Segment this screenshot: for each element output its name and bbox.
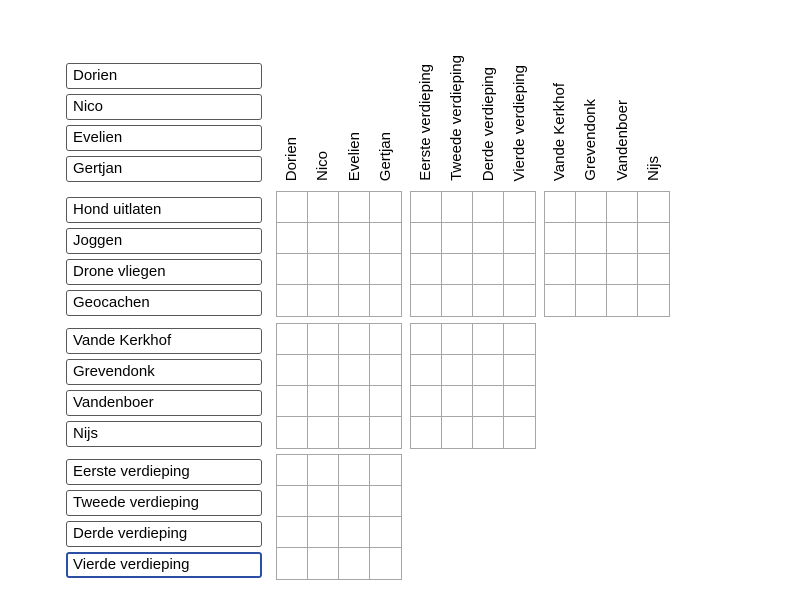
grid-band-floors <box>276 454 402 580</box>
grid-cell[interactable] <box>504 355 535 386</box>
grid-cell[interactable] <box>473 324 504 355</box>
grid-cell[interactable] <box>370 285 401 316</box>
grid-cell[interactable] <box>339 417 370 448</box>
grid-cell[interactable] <box>370 455 401 486</box>
label-box-gertjan[interactable]: Gertjan <box>66 156 262 182</box>
grid-cell[interactable] <box>545 285 576 316</box>
grid-cell[interactable] <box>576 223 607 254</box>
grid-cell[interactable] <box>504 417 535 448</box>
grid-cell[interactable] <box>411 417 442 448</box>
grid-cell[interactable] <box>638 254 669 285</box>
grid-cell[interactable] <box>607 223 638 254</box>
grid-cell[interactable] <box>473 285 504 316</box>
grid-cell[interactable] <box>339 517 370 548</box>
grid-cell[interactable] <box>545 254 576 285</box>
grid-cell[interactable] <box>277 517 308 548</box>
grid-cell[interactable] <box>545 192 576 223</box>
grid-cell[interactable] <box>308 386 339 417</box>
grid-cell[interactable] <box>504 192 535 223</box>
grid-cell[interactable] <box>277 285 308 316</box>
grid-cell[interactable] <box>411 285 442 316</box>
grid-band-surnames <box>276 323 536 449</box>
grid-block-surnames-floors <box>410 323 536 449</box>
grid-cell[interactable] <box>504 254 535 285</box>
grid-cell[interactable] <box>277 324 308 355</box>
row-label-group-names <box>66 63 262 182</box>
grid-cell[interactable] <box>308 517 339 548</box>
col-header-grevendonk: Grevendonk <box>582 99 600 181</box>
grid-cell[interactable] <box>277 223 308 254</box>
grid-cell[interactable] <box>370 517 401 548</box>
grid-cell[interactable] <box>277 455 308 486</box>
label-box-derde-verdieping[interactable]: Derde verdieping <box>66 521 262 547</box>
label-box-joggen[interactable]: Joggen <box>66 228 262 254</box>
grid-cell[interactable] <box>576 192 607 223</box>
grid-block-activities-floors <box>410 191 536 317</box>
label-box-dorien[interactable]: Dorien <box>66 63 262 89</box>
grid-cell[interactable] <box>442 192 473 223</box>
grid-cell[interactable] <box>277 486 308 517</box>
grid-cell[interactable] <box>473 223 504 254</box>
grid-cell[interactable] <box>370 254 401 285</box>
grid-cell[interactable] <box>411 192 442 223</box>
grid-cell[interactable] <box>442 417 473 448</box>
col-header-nijs: Nijs <box>645 156 663 181</box>
grid-cell[interactable] <box>411 223 442 254</box>
grid-cell[interactable] <box>370 548 401 579</box>
grid-cell[interactable] <box>308 455 339 486</box>
grid-cell[interactable] <box>277 548 308 579</box>
label-box-drone-vliegen[interactable]: Drone vliegen <box>66 259 262 285</box>
label-box-vandenboer[interactable]: Vandenboer <box>66 390 262 416</box>
grid-cell[interactable] <box>339 324 370 355</box>
grid-cell[interactable] <box>308 355 339 386</box>
grid-cell[interactable] <box>607 192 638 223</box>
grid-cell[interactable] <box>277 254 308 285</box>
label-box-evelien[interactable]: Evelien <box>66 125 262 151</box>
grid-cell[interactable] <box>442 223 473 254</box>
grid-cell[interactable] <box>339 192 370 223</box>
grid-cell[interactable] <box>411 386 442 417</box>
label-box-vierde-verdieping-focused[interactable]: Vierde verdieping <box>66 552 262 578</box>
grid-cell[interactable] <box>638 223 669 254</box>
grid-cell[interactable] <box>370 324 401 355</box>
grid-cell[interactable] <box>308 192 339 223</box>
grid-cell[interactable] <box>442 386 473 417</box>
row-label-group-activities <box>66 197 262 316</box>
grid-cell[interactable] <box>370 417 401 448</box>
grid-cell[interactable] <box>339 355 370 386</box>
grid-cell[interactable] <box>473 386 504 417</box>
col-header-vande-kerkhof: Vande Kerkhof <box>550 82 568 181</box>
grid-cell[interactable] <box>473 417 504 448</box>
col-header-dorien: Dorien <box>282 136 300 181</box>
grid-cell[interactable] <box>504 386 535 417</box>
grid-cell[interactable] <box>504 285 535 316</box>
col-header-vierde-verdieping: Vierde verdieping <box>511 64 529 181</box>
grid-cell[interactable] <box>473 192 504 223</box>
label-box-vande-kerkhof[interactable]: Vande Kerkhof <box>66 328 262 354</box>
col-header-evelien: Evelien <box>345 131 363 181</box>
grid-cell[interactable] <box>473 254 504 285</box>
grid-cell[interactable] <box>442 254 473 285</box>
column-header-group-surnames <box>544 0 670 181</box>
grid-cell[interactable] <box>277 355 308 386</box>
row-label-group-floors <box>66 459 262 578</box>
grid-cell[interactable] <box>339 386 370 417</box>
grid-cell[interactable] <box>442 285 473 316</box>
grid-cell[interactable] <box>277 192 308 223</box>
row-label-group-surnames <box>66 328 262 447</box>
grid-cell[interactable] <box>370 355 401 386</box>
grid-cell[interactable] <box>308 486 339 517</box>
grid-cell[interactable] <box>308 285 339 316</box>
label-box-nico[interactable]: Nico <box>66 94 262 120</box>
grid-band-activities <box>276 191 670 317</box>
grid-cell[interactable] <box>339 223 370 254</box>
column-header-group-floors <box>410 0 536 181</box>
grid-cell[interactable] <box>339 455 370 486</box>
grid-cell[interactable] <box>370 386 401 417</box>
label-box-grevendonk[interactable]: Grevendonk <box>66 359 262 385</box>
grid-cell[interactable] <box>339 285 370 316</box>
grid-cell[interactable] <box>308 254 339 285</box>
grid-cell[interactable] <box>370 486 401 517</box>
grid-cell[interactable] <box>504 223 535 254</box>
grid-cell[interactable] <box>308 324 339 355</box>
grid-cell[interactable] <box>638 192 669 223</box>
grid-cell[interactable] <box>576 254 607 285</box>
grid-cell[interactable] <box>442 355 473 386</box>
col-header-derde-verdieping: Derde verdieping <box>479 66 497 181</box>
col-header-vandenboer: Vandenboer <box>613 100 631 181</box>
grid-cell[interactable] <box>473 355 504 386</box>
grid-cell[interactable] <box>545 223 576 254</box>
col-header-tweede-verdieping: Tweede verdieping <box>448 55 466 181</box>
grid-block-surnames-names <box>276 323 402 449</box>
col-header-nico: Nico <box>314 150 332 181</box>
label-box-nijs[interactable]: Nijs <box>66 421 262 447</box>
col-header-gertjan: Gertjan <box>377 131 395 181</box>
grid-block-floors-names <box>276 454 402 580</box>
grid-cell[interactable] <box>442 324 473 355</box>
grid-cell[interactable] <box>339 548 370 579</box>
grid-cell[interactable] <box>638 285 669 316</box>
column-header-group-names <box>276 0 402 181</box>
grid-cell[interactable] <box>308 417 339 448</box>
grid-cell[interactable] <box>411 355 442 386</box>
label-box-hond-uitlaten[interactable]: Hond uitlaten <box>66 197 262 223</box>
grid-cell[interactable] <box>607 254 638 285</box>
grid-cell[interactable] <box>339 486 370 517</box>
col-header-eerste-verdieping: Eerste verdieping <box>416 64 434 181</box>
grid-cell[interactable] <box>504 324 535 355</box>
grid-cell[interactable] <box>370 223 401 254</box>
grid-block-activities-names <box>276 191 402 317</box>
grid-cell[interactable] <box>411 324 442 355</box>
grid-cell[interactable] <box>277 386 308 417</box>
grid-cell[interactable] <box>576 285 607 316</box>
grid-cell[interactable] <box>308 548 339 579</box>
grid-cell[interactable] <box>277 417 308 448</box>
grid-cell[interactable] <box>370 192 401 223</box>
label-box-geocachen[interactable]: Geocachen <box>66 290 262 316</box>
grid-cell[interactable] <box>339 254 370 285</box>
label-box-eerste-verdieping[interactable]: Eerste verdieping <box>66 459 262 485</box>
grid-block-activities-surnames <box>544 191 670 317</box>
grid-cell[interactable] <box>411 254 442 285</box>
grid-cell[interactable] <box>607 285 638 316</box>
label-box-tweede-verdieping[interactable]: Tweede verdieping <box>66 490 262 516</box>
grid-cell[interactable] <box>308 223 339 254</box>
